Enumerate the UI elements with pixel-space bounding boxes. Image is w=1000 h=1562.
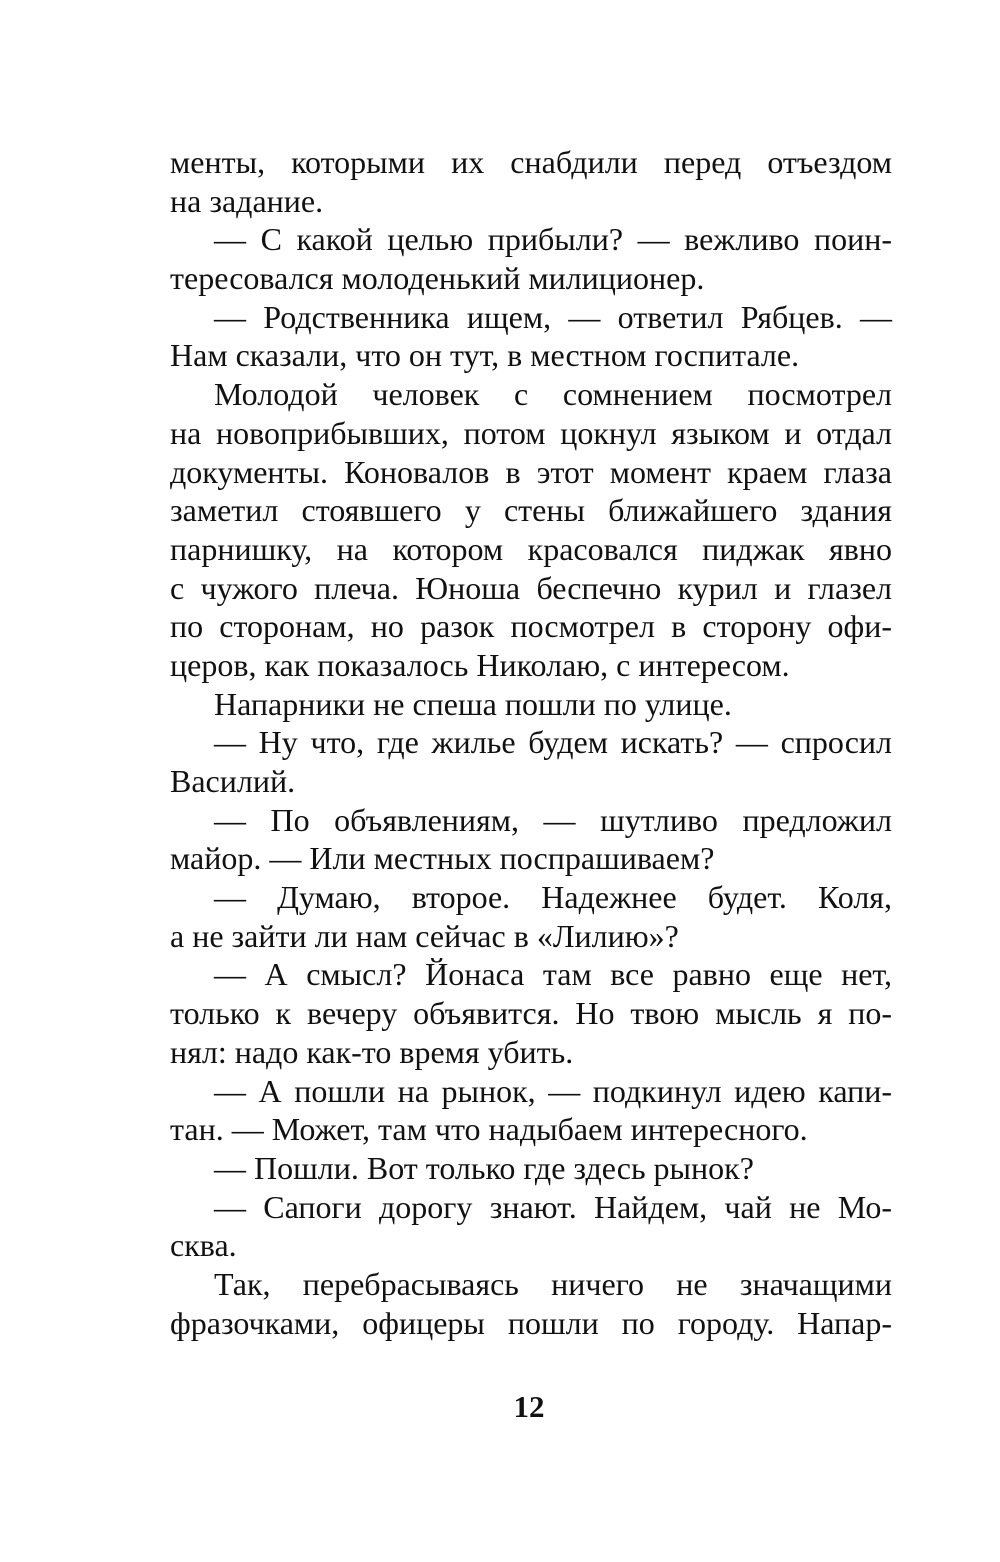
text-line: — Думаю, второе. Надежнее будет. Коля,: [214, 879, 892, 916]
body-text: [170, 143, 892, 1342]
text-line: — Ну что, где жилье будем искать? — спросил: [214, 724, 892, 761]
text-line: тан. — Может, там что надыбаем интересного.: [170, 1111, 808, 1148]
text-line: документы. Коновалов в этот момент краем глаза: [170, 453, 892, 490]
text-line: по сторонам, но разок посмотрел в сторону офи-: [170, 608, 892, 645]
text-line: менты, которыми их снабдили перед отъездом: [170, 144, 892, 180]
text-line: на новоприбывших, потом цокнул языком и отдал: [170, 414, 892, 451]
page-number: 12: [513, 1389, 545, 1424]
text-line: а не зайти ли нам сейчас в «Лилию»?: [170, 917, 679, 954]
text-line: Молодой человек с сомнением посмотрел: [214, 376, 892, 413]
text-line: церов, как показалось Николаю, с интересом.: [170, 646, 790, 683]
text-line: Напарники не спеша пошли по улице.: [214, 685, 732, 722]
text-line: Так, перебрасываясь ничего не значащими: [214, 1265, 892, 1302]
text-line: Нам сказали, что он тут, в местном госпитале.: [170, 337, 800, 374]
text-line: сква.: [170, 1227, 237, 1264]
text-line: — По объявлениям, — шутливо предложил: [214, 801, 892, 838]
text-line: — Пошли. Вот только где здесь рынок?: [214, 1149, 754, 1186]
text-line: заметил стоявшего у стены ближайшего здания: [170, 492, 892, 529]
text-line: — Родственника ищем, — ответил Рябцев. —: [214, 298, 892, 335]
text-line: — А смысл? Йонаса там все равно еще нет,: [214, 956, 892, 993]
text-line: — Сапоги дорогу знают. Найдем, чай не Мо-: [214, 1188, 892, 1225]
text-line: тересовался молоденький милиционер.: [170, 260, 705, 297]
text-line: парнишку, на котором красовался пиджак явно: [170, 530, 892, 567]
text-line: на задание.: [170, 182, 324, 219]
text-line: нял: надо как-то время убить.: [170, 1033, 574, 1070]
text-line: майор. — Или местных поспрашиваем?: [170, 840, 715, 877]
text-line: только к вечеру объявится. Но твою мысль я по-: [170, 995, 892, 1032]
text-line: Василий.: [170, 763, 296, 799]
text-line: — С какой целью прибыли? — вежливо поин-: [214, 221, 892, 258]
text-line: — А пошли на рынок, — подкинул идею капи-: [214, 1072, 892, 1109]
text-line: с чужого плеча. Юноша беспечно курил и глазел: [170, 569, 892, 606]
text-line: фразочками, офицеры пошли по городу. Напар-: [170, 1304, 892, 1341]
